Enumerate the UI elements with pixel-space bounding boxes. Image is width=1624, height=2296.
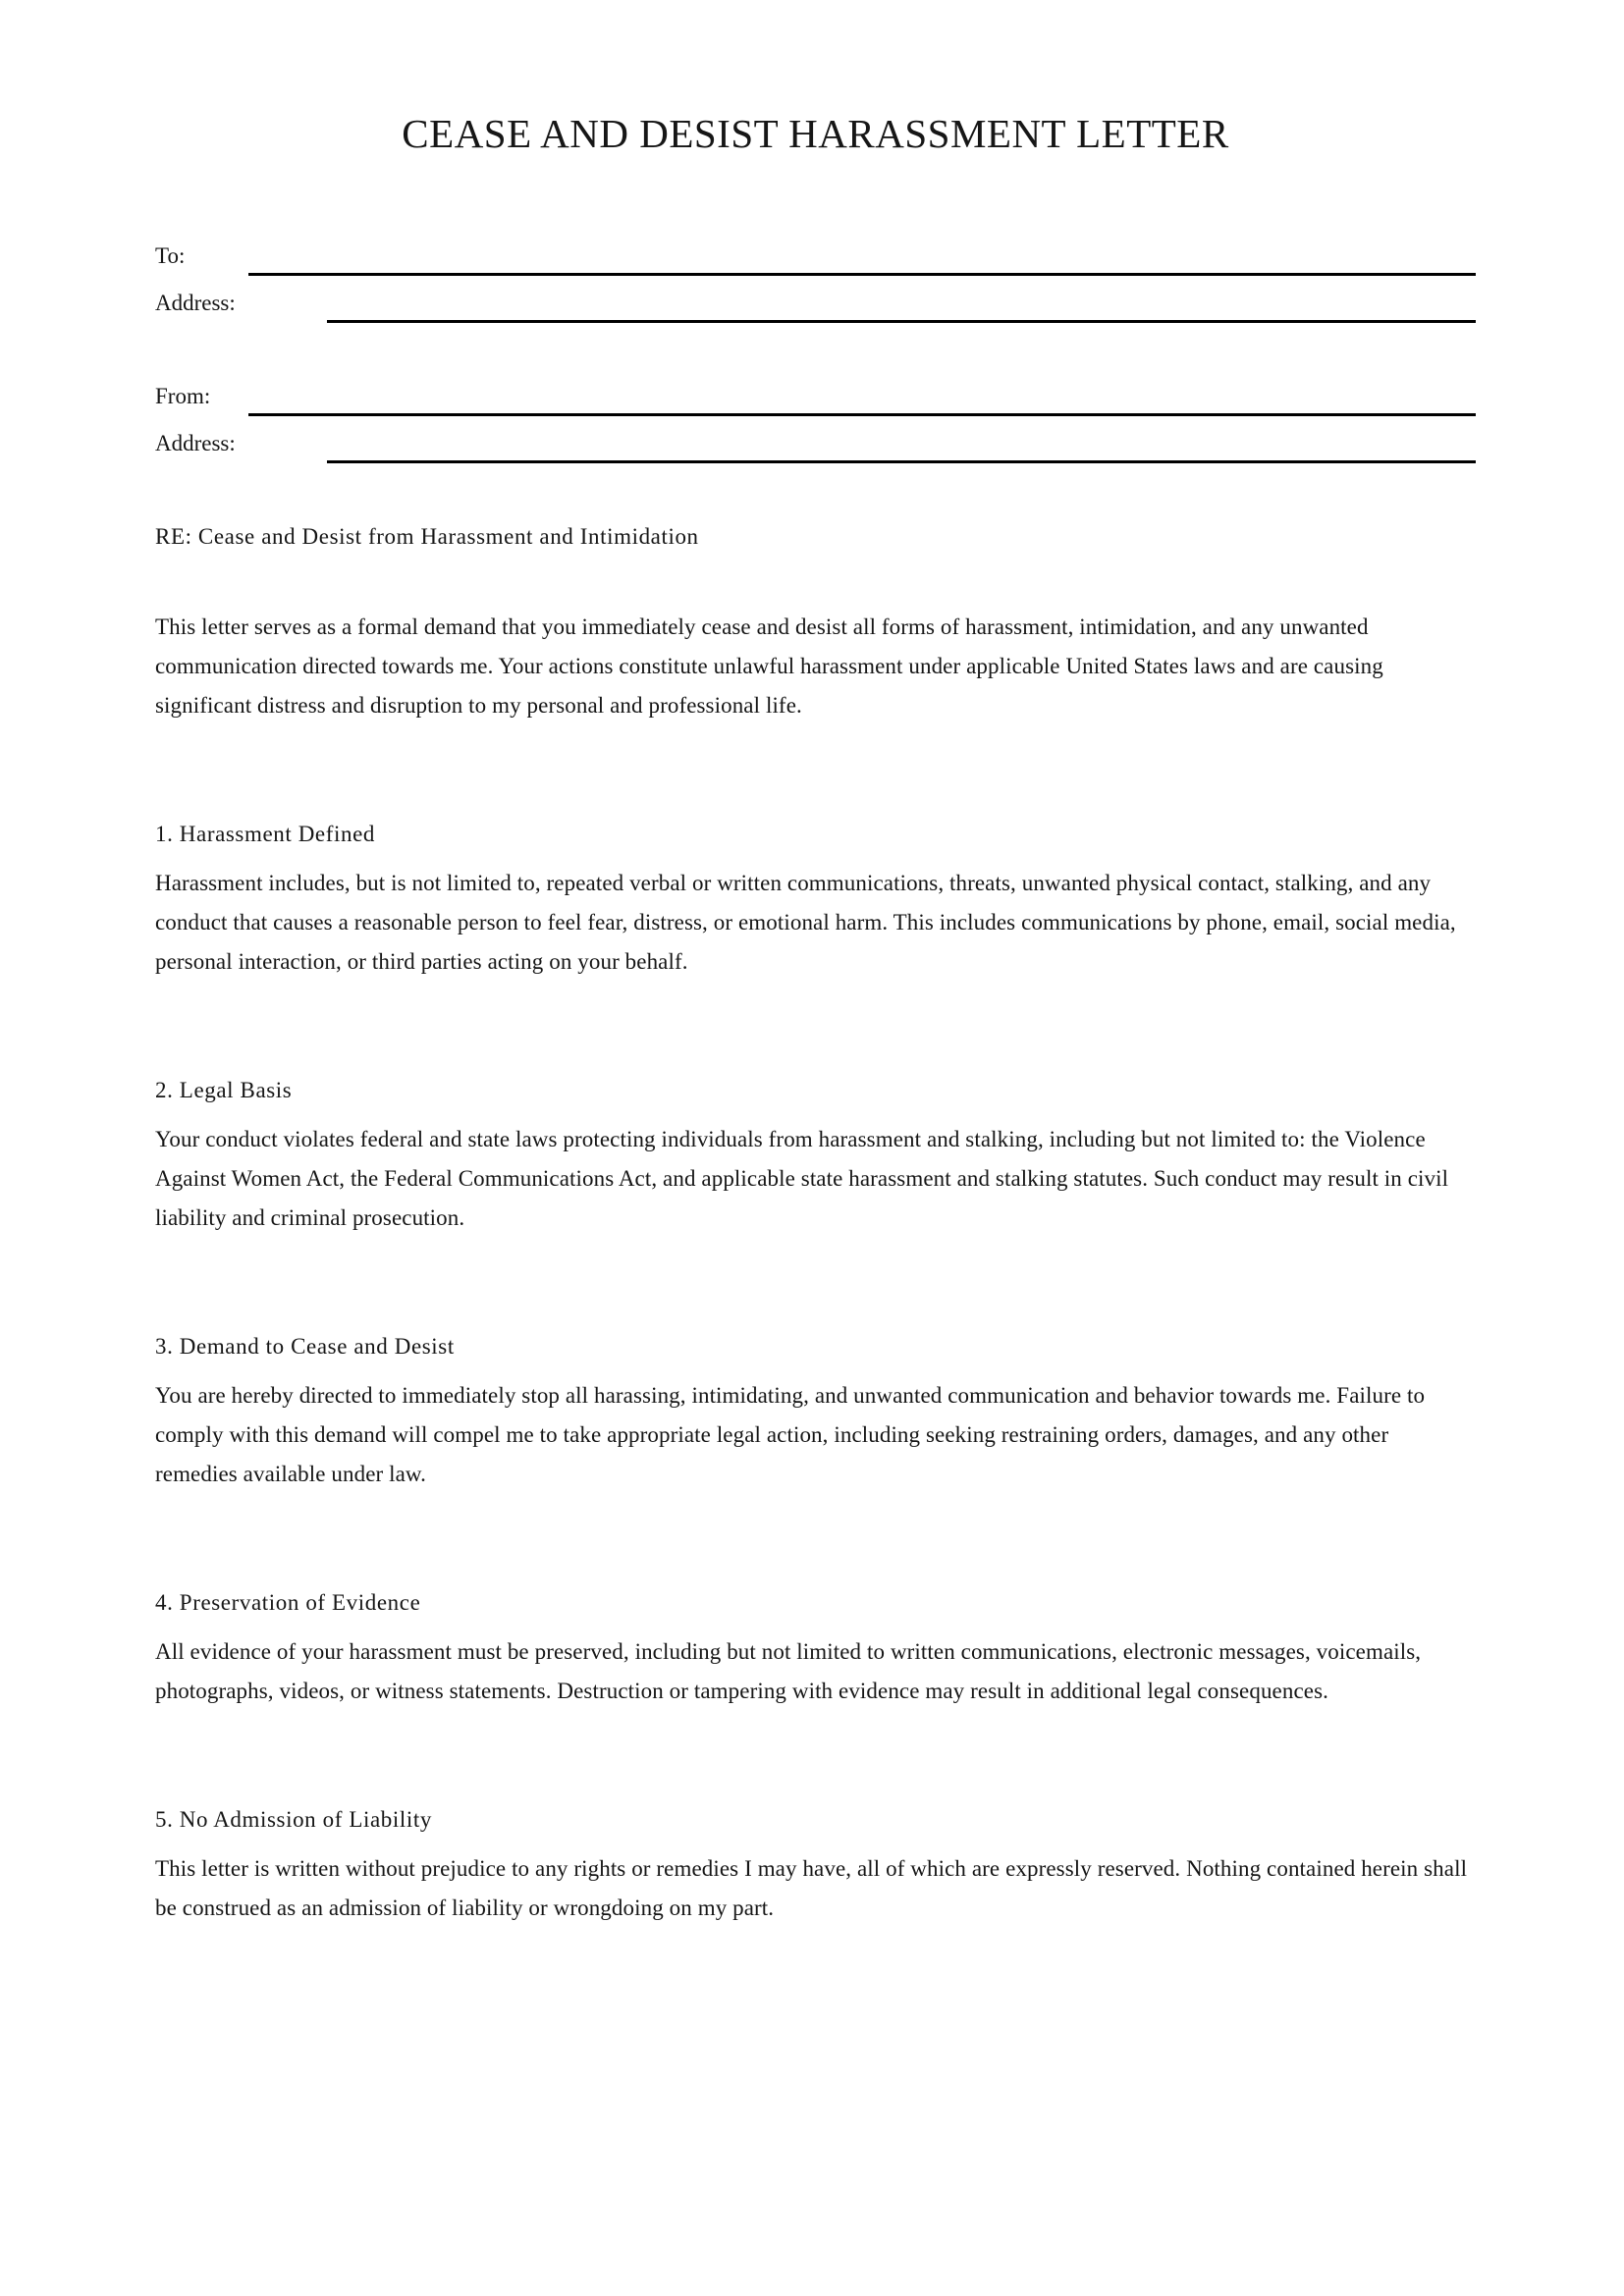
section-preservation-of-evidence [155, 1588, 1476, 1711]
section-heading: 3. Demand to Cease and Desist [155, 1334, 455, 1359]
field-row-to [155, 241, 1476, 272]
to-label: To: [155, 243, 186, 268]
field-row-from [155, 382, 1476, 412]
to-address-input-line[interactable] [327, 320, 1476, 323]
subject-line: RE: Cease and Desist from Harassment and Intimidation [155, 524, 699, 549]
section-no-admission-of-liability [155, 1805, 1476, 1928]
from-input-line[interactable] [248, 413, 1476, 416]
from-label: From: [155, 384, 211, 408]
field-row-from-address [155, 429, 1476, 459]
section-body: You are hereby directed to immediately stop all harassing, intimidating, and unwanted communication and behavior towards me. Failure to comply with this demand will compel me to take appropriate legal action, including seeking restraining orders, damages, and any other remedies available under law. [155, 1383, 1426, 1486]
section-heading: 1. Harassment Defined [155, 822, 376, 846]
section-body: All evidence of your harassment must be preserved, including but not limited to written communications, electronic messages, voicemails, photographs, videos, or witness statements. Destruction or tampering with evidence may result in additional legal consequences. [155, 1639, 1422, 1703]
letter-title: CEASE AND DESIST HARASSMENT LETTER [402, 111, 1229, 156]
section-demand-to-cease [155, 1332, 1476, 1494]
to-address-label: Address: [155, 291, 236, 315]
from-address-input-line[interactable] [327, 460, 1476, 463]
section-heading: 4. Preservation of Evidence [155, 1590, 421, 1615]
section-harassment-defined [155, 820, 1476, 982]
from-address-label: Address: [155, 431, 236, 455]
section-legal-basis [155, 1076, 1476, 1238]
intro-paragraph: This letter serves as a formal demand that you immediately cease and desist all forms of harassment, intimidation, and any unwanted communication directed towards me. Your actions constitute unlawful harassment under applicable United States laws and are causing significant distress and disruption to my personal and professional life. [155, 614, 1383, 718]
section-body: Your conduct violates federal and state laws protecting individuals from harassment and stalking, including but not limited to: the Violence Against Women Act, the Federal Communications Act, and applicable state harassment and stalking statutes. Such conduct may result in civil liability and criminal prosecution. [155, 1127, 1449, 1230]
field-row-to-address [155, 289, 1476, 319]
section-body: Harassment includes, but is not limited to, repeated verbal or written communications, threats, unwanted physical contact, stalking, and any conduct that causes a reasonable person to feel fear, distress, or emotional harm. This includes communications by phone, email, social media, personal interaction, or third parties acting on your behalf. [155, 871, 1456, 974]
section-heading: 5. No Admission of Liability [155, 1807, 432, 1832]
recipient-block [155, 241, 1476, 319]
sender-block [155, 382, 1476, 459]
section-heading: 2. Legal Basis [155, 1078, 293, 1102]
section-body: This letter is written without prejudice to any rights or remedies I may have, all of which are expressly reserved. Nothing contained herein shall be construed as an admission of liability or wrongdoing on my part. [155, 1856, 1468, 1920]
to-input-line[interactable] [248, 273, 1476, 276]
